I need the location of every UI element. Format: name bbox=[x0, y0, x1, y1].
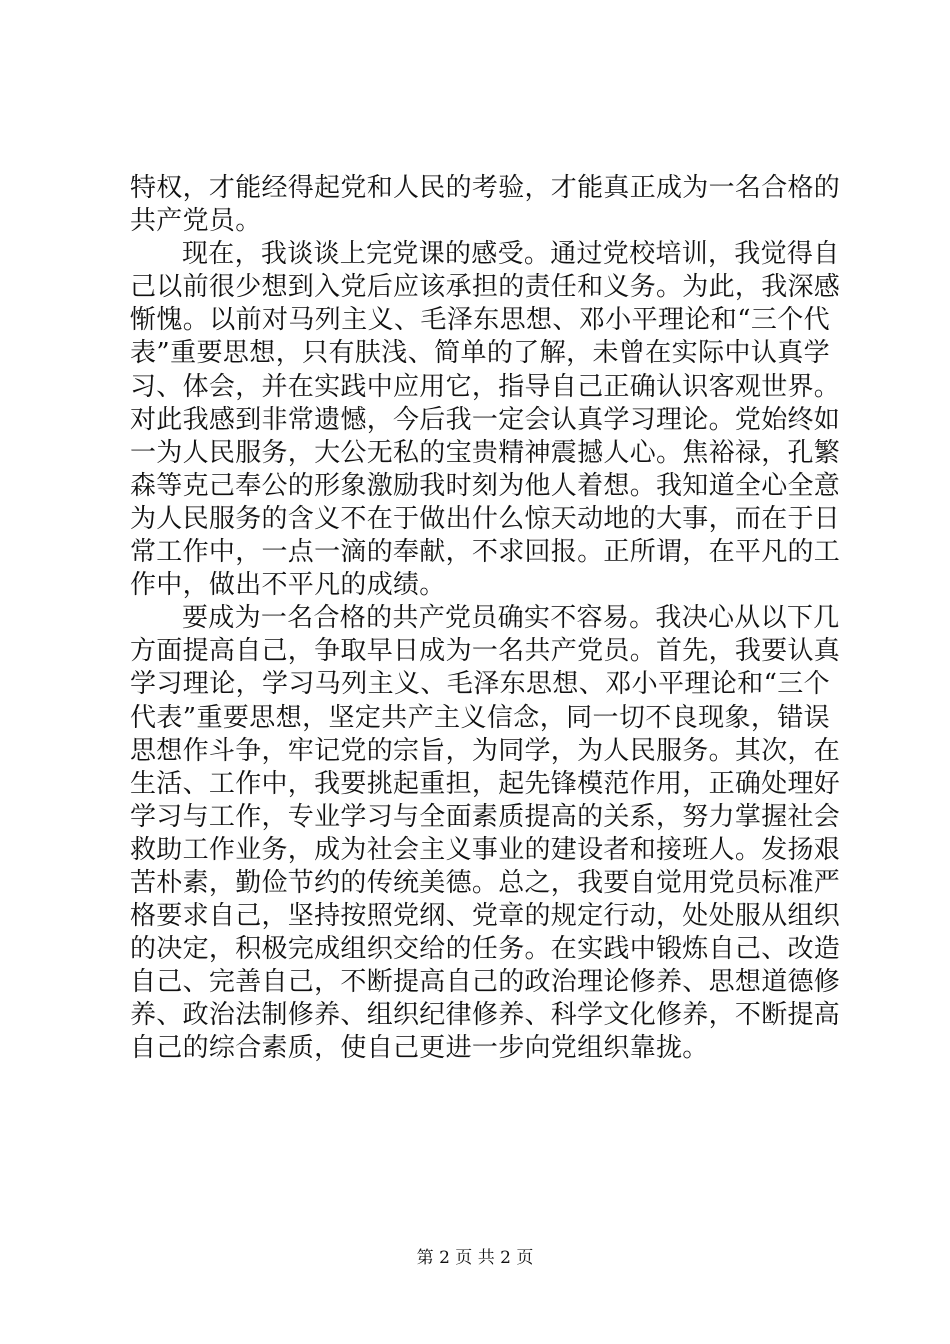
paragraph-2-line-1: 现在，我谈谈上完党课的感受。通过党校培训，我觉得自 bbox=[182, 239, 840, 270]
page-number-footer: 第 2 页 共 2 页 bbox=[416, 1248, 534, 1268]
paragraph-2-line-4: 表”重要思想，只有肤浅、简单的了解，未曾在实际中认真学 bbox=[130, 338, 830, 369]
paragraph-3-line-6: 生活、工作中，我要挑起重担，起先锋模范作用，正确处理好 bbox=[130, 768, 841, 799]
paragraph-3-line-2: 方面提高自己，争取早日成为一名共产党员。首先，我要认真 bbox=[130, 636, 841, 667]
paragraph-3-line-13: 养、政治法制修养、组织纪律修养、科学文化修养，不断提高 bbox=[130, 1000, 841, 1031]
paragraph-2-line-3: 惭愧。以前对马列主义、毛泽东思想、邓小平理论和“三个代 bbox=[130, 305, 830, 336]
paragraph-1-line-2: 共产党员。 bbox=[130, 206, 262, 237]
paragraph-2-line-5: 习、体会，并在实践中应用它，指导自己正确认识客观世界。 bbox=[130, 371, 841, 402]
paragraph-2-line-2: 己以前很少想到入党后应该承担的责任和义务。为此，我深感 bbox=[130, 272, 841, 303]
paragraph-3-line-12: 自己、完善自己，不断提高自己的政治理论修养、思想道德修 bbox=[130, 967, 841, 998]
paragraph-3-line-4: 代表”重要思想，坚定共产主义信念，同一切不良现象，错误 bbox=[130, 702, 830, 733]
paragraph-3-line-8: 救助工作业务，成为社会主义事业的建设者和接班人。发扬艰 bbox=[130, 834, 841, 865]
paragraph-2-line-7: 一为人民服务，大公无私的宝贵精神震撼人心。焦裕禄，孔繁 bbox=[130, 437, 841, 468]
body-text bbox=[130, 172, 841, 1066]
paragraph-3-line-1: 要成为一名合格的共产党员确实不容易。我决心从以下几 bbox=[182, 603, 840, 634]
paragraph-1-line-1: 特权，才能经得起党和人民的考验，才能真正成为一名合格的 bbox=[130, 173, 841, 203]
paragraph-2-line-6: 对此我感到非常遗憾，今后我一定会认真学习理论。党始终如 bbox=[130, 404, 841, 435]
paragraph-2-line-11: 作中，做出不平凡的成绩。 bbox=[130, 570, 446, 601]
paragraph-3-line-7: 学习与工作，专业学习与全面素质提高的关系，努力掌握社会 bbox=[130, 801, 841, 832]
paragraph-3-line-14: 自己的综合素质，使自己更进一步向党组织靠拢。 bbox=[130, 1033, 709, 1064]
paragraph-2-line-8: 森等克己奉公的形象激励我时刻为他人着想。我知道全心全意 bbox=[130, 470, 841, 501]
paragraph-3-line-10: 格要求自己，坚持按照党纲、党章的规定行动，处处服从组织 bbox=[130, 901, 841, 932]
paragraph-3-line-3: 学习理论，学习马列主义、毛泽东思想、邓小平理论和“三个 bbox=[130, 669, 830, 700]
paragraph-2-line-10: 常工作中，一点一滴的奉献，不求回报。正所谓，在平凡的工 bbox=[130, 537, 841, 568]
paragraph-2-line-9: 为人民服务的含义不在于做出什么惊天动地的大事，而在于日 bbox=[130, 503, 841, 534]
paragraph-3-line-11: 的决定，积极完成组织交给的任务。在实践中锻炼自己、改造 bbox=[130, 934, 841, 965]
paragraph-3-line-9: 苦朴素，勤俭节约的传统美德。总之，我要自觉用党员标准严 bbox=[130, 867, 841, 898]
paragraph-3-line-5: 思想作斗争，牢记党的宗旨，为同学，为人民服务。其次，在 bbox=[130, 735, 841, 766]
